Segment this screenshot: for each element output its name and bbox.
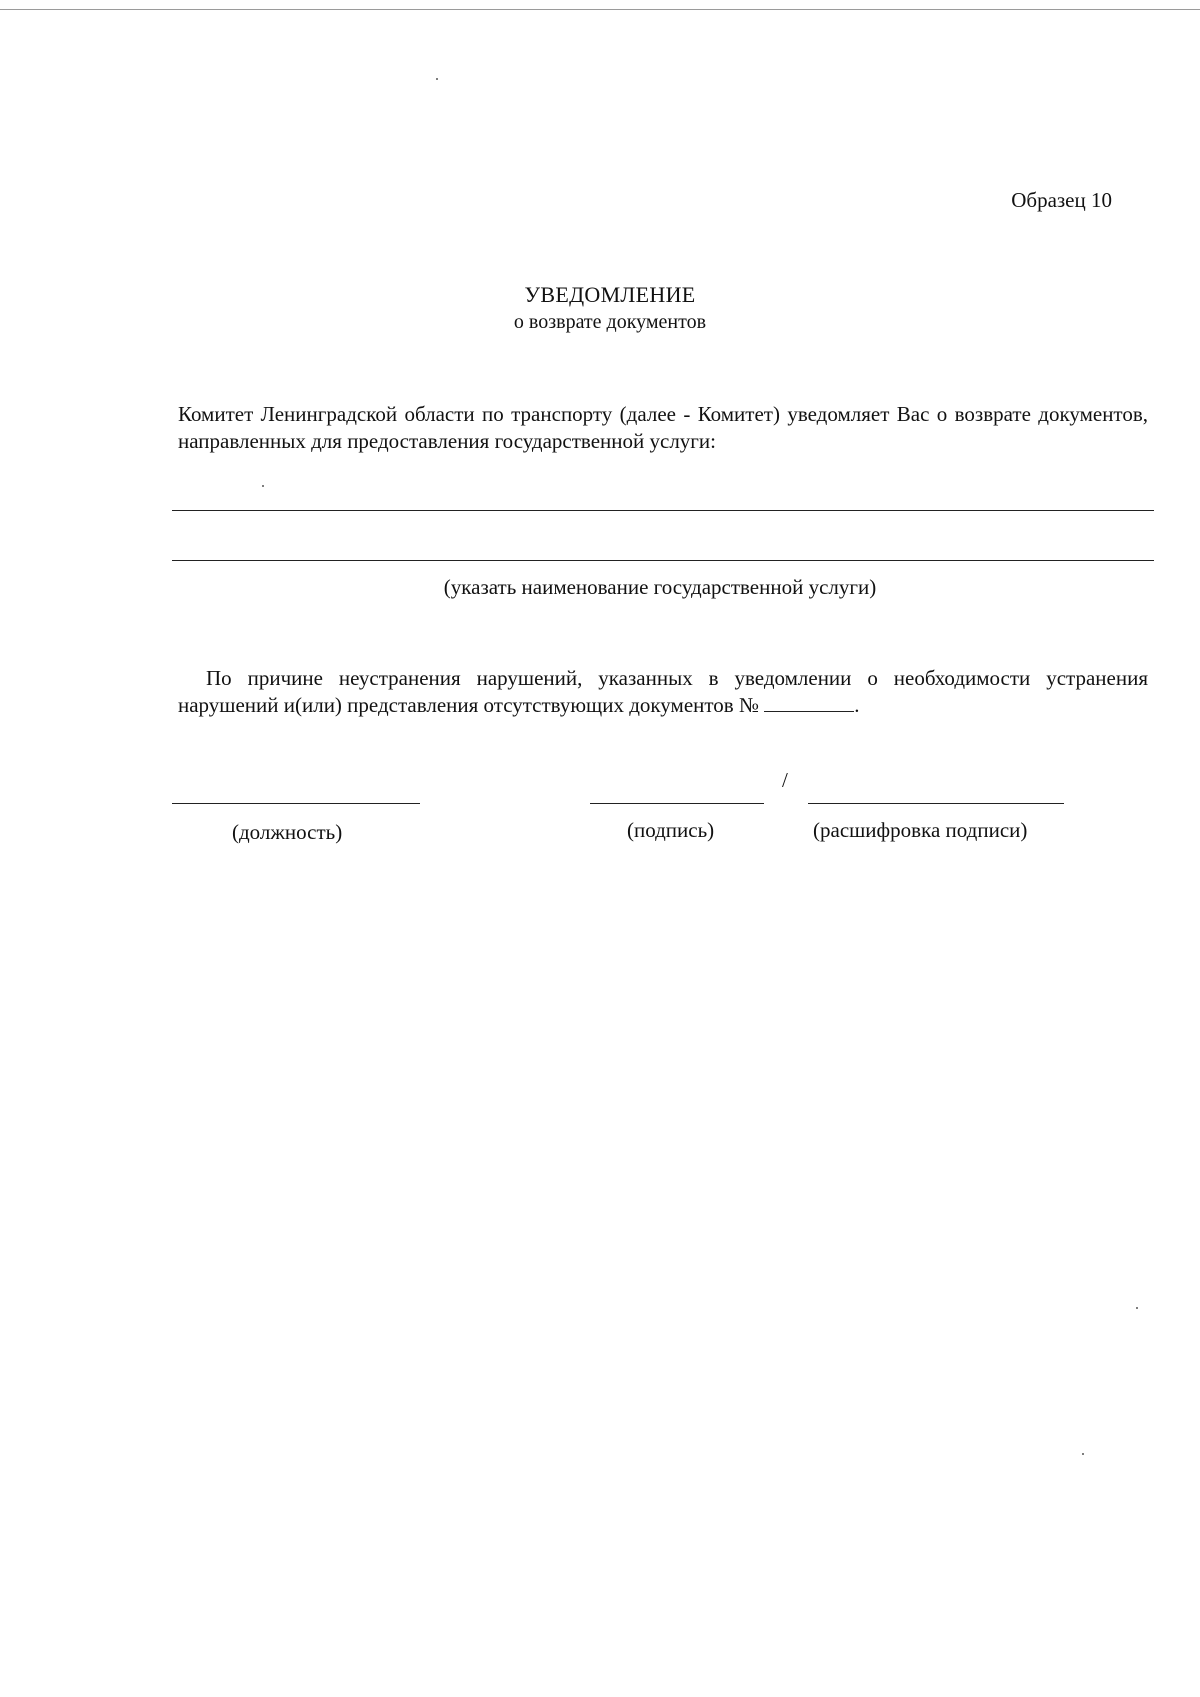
service-name-caption: (указать наименование государственной услуги) [443,575,877,599]
scan-page-edge [0,9,1200,10]
reason-end: . [854,693,860,717]
reason-paragraph [178,665,1148,719]
sample-number-label: Образец 10 [1011,188,1112,212]
signature-decryption-line [808,803,1064,804]
scan-speck [262,485,264,487]
service-name-line-2 [172,560,1154,561]
signature-separator: / [782,768,788,792]
signature-decryption-caption: (расшифровка подписи) [813,818,1028,842]
signature-line [590,803,764,804]
reason-text: По причине неустранения нарушений, указанных в уведомлении о необходимости устранения нарушений и(или) представления отсутствующих документов № [178,666,1148,717]
service-name-line-1 [172,510,1154,511]
document-subtitle: о возврате документов [513,311,707,333]
scan-speck [436,78,438,80]
position-caption: (должность) [232,820,343,844]
scan-speck [1082,1453,1084,1455]
position-line [172,803,420,804]
intro-paragraph: Комитет Ленинградской области по транспорту (далее - Комитет) уведомляет Вас о возврате документов, направленных для предоставления государственной услуги: [178,402,1148,453]
signature-caption: (подпись) [627,818,715,842]
document-number-blank [764,693,854,712]
scan-speck [1136,1307,1138,1309]
document-title: УВЕДОМЛЕНИЕ [524,282,696,307]
